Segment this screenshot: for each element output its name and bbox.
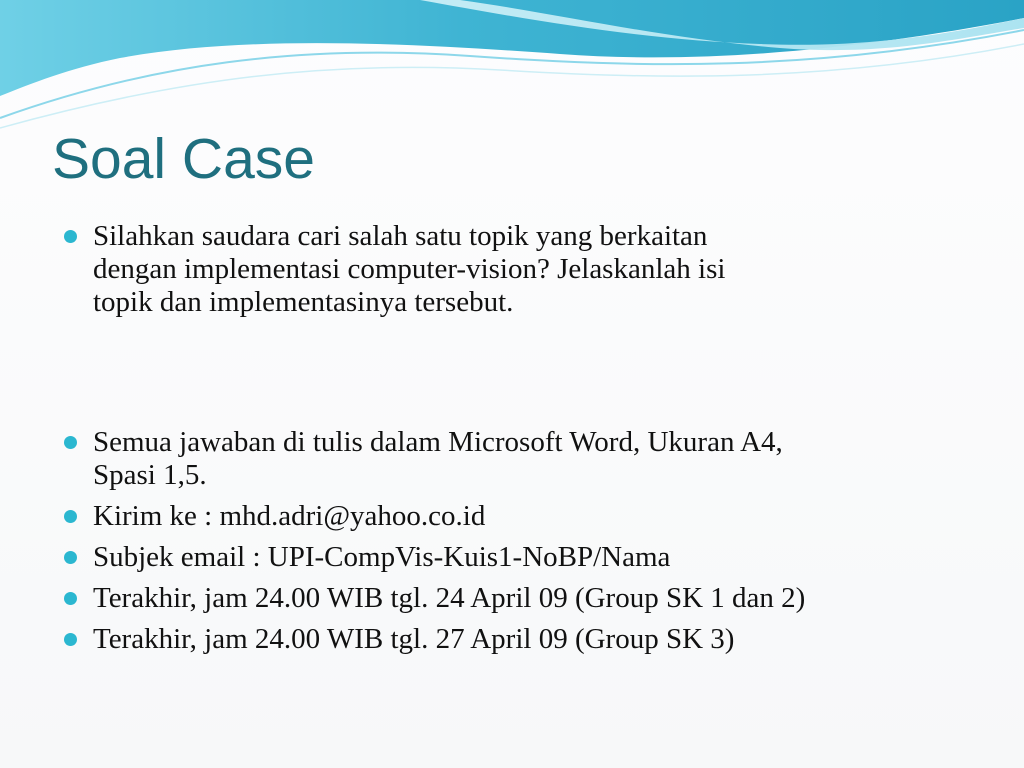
bullet-dot-icon bbox=[64, 633, 77, 646]
slide-title: Soal Case bbox=[52, 127, 315, 191]
bullet-text: Subjek email : UPI-CompVis-Kuis1-NoBP/Nama bbox=[93, 541, 671, 573]
decorative-wave-header bbox=[0, 0, 1024, 140]
bullet-item bbox=[60, 500, 980, 533]
bullet-dot-icon bbox=[64, 436, 77, 449]
bullet-text: Kirim ke : mhd.adri@yahoo.co.id bbox=[93, 500, 486, 532]
bullet-dot-icon bbox=[64, 230, 77, 243]
bullet-item bbox=[60, 541, 980, 574]
bullet-item bbox=[60, 582, 980, 615]
bullet-text: Terakhir, jam 24.00 WIB tgl. 27 April 09 (Group SK 3) bbox=[93, 623, 735, 655]
bullet-item bbox=[60, 623, 980, 656]
wave-line-thin bbox=[0, 44, 1024, 128]
bullet-dot-icon bbox=[64, 592, 77, 605]
bullet-item bbox=[60, 426, 980, 492]
bullet-dot-icon bbox=[64, 510, 77, 523]
bullet-text: Terakhir, jam 24.00 WIB tgl. 24 April 09 (Group SK 1 dan 2) bbox=[93, 582, 806, 614]
bullet-text: Semua jawaban di tulis dalam Microsoft Word, Ukuran A4, Spasi 1,5. bbox=[93, 426, 783, 491]
bullet-dot-icon bbox=[64, 551, 77, 564]
bullet-list bbox=[60, 220, 980, 656]
bullet-text: Silahkan saudara cari salah satu topik yang berkaitan dengan implementasi computer-vision? Jelaskanlah isi topik dan implementasinya tersebut. bbox=[93, 220, 726, 318]
bullet-item bbox=[60, 220, 980, 319]
